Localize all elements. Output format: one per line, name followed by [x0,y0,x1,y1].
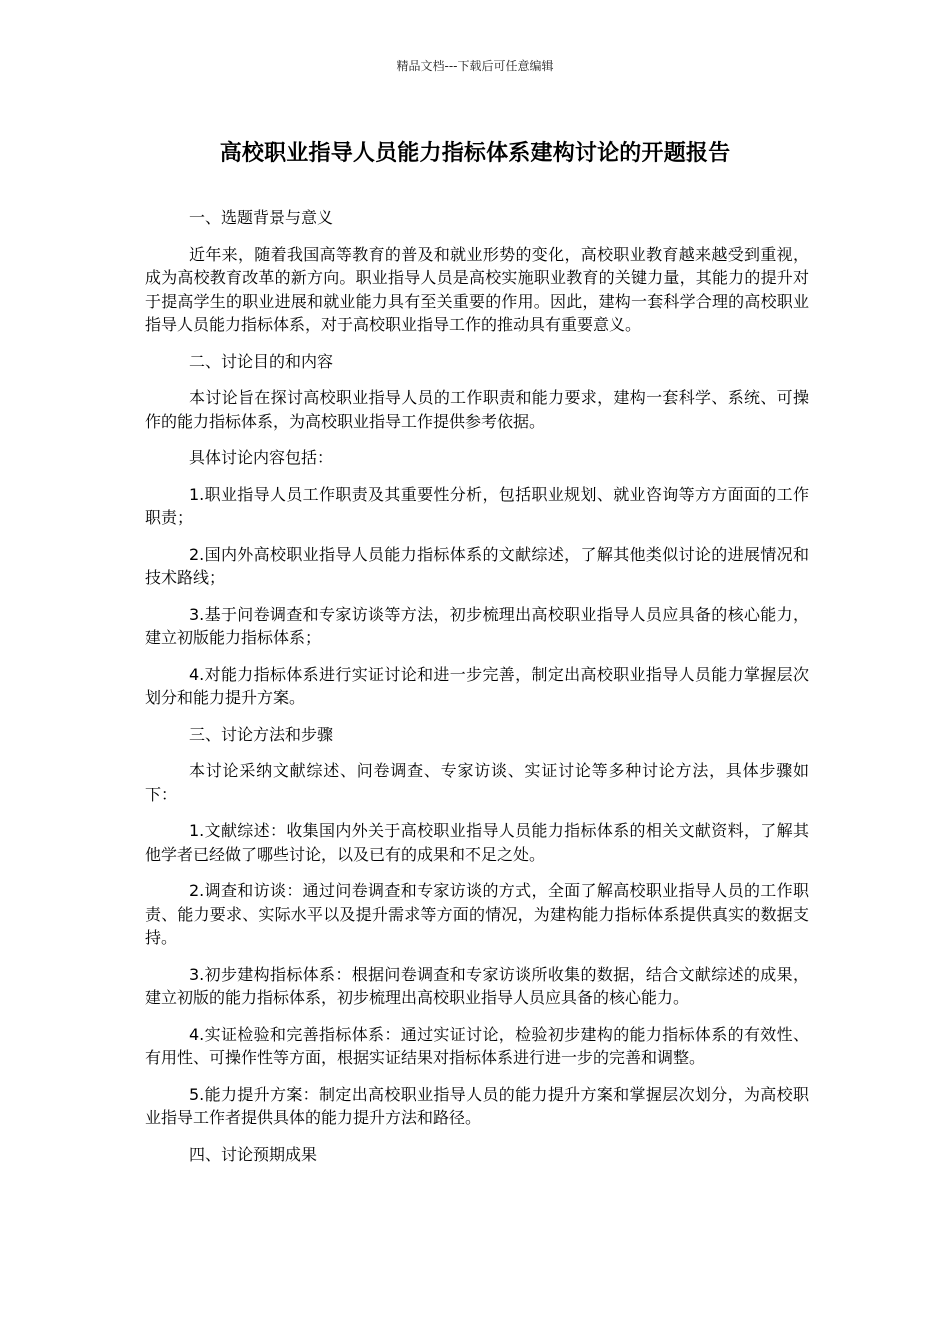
document-body [145,206,809,1179]
list-item-step-1: 1.文献综述：收集国内外关于高校职业指导人员能力指标体系的相关文献资料，了解其他学者已经做了哪些讨论，以及已有的成果和不足之处。 [145,821,809,864]
list-item-content-1: 1.职业指导人员工作职责及其重要性分析，包括职业规划、就业咨询等方方面面的工作职责； [145,484,809,527]
paragraph-content-intro: 具体讨论内容包括： [189,448,334,467]
list-item-step-3: 3.初步建构指标体系：根据问卷调查和专家访谈所收集的数据，结合文献综述的成果，建立初版的能力指标体系，初步梳理出高校职业指导人员应具备的核心能力。 [145,964,809,1007]
section-heading-purpose: 二、讨论目的和内容 [189,351,334,371]
section-heading-outcomes: 四、讨论预期成果 [189,1144,318,1164]
page-header: 精品文档---下载后可任意编辑 [396,59,554,73]
paragraph-purpose: 本讨论旨在探讨高校职业指导人员的工作职责和能力要求，建构一套科学、系统、可操作的能力指标体系，为高校职业指导工作提供参考依据。 [145,388,809,431]
document-title: 高校职业指导人员能力指标体系建构讨论的开题报告 [219,141,731,166]
paragraph-methods-intro: 本讨论采纳文献综述、问卷调查、专家访谈、实证讨论等多种讨论方法，具体步骤如下： [145,761,809,804]
list-item-step-2: 2.调查和访谈：通过问卷调查和专家访谈的方式，全面了解高校职业指导人员的工作职责、能力要求、实际水平以及提升需求等方面的情况，为建构能力指标体系提供真实的数据支持。 [145,881,809,947]
list-item-content-3: 3.基于问卷调查和专家访谈等方法，初步梳理出高校职业指导人员应具备的核心能力，建立初版能力指标体系； [145,604,809,647]
list-item-content-4: 4.对能力指标体系进行实证讨论和进一步完善，制定出高校职业指导人员能力掌握层次划分和能力提升方案。 [145,664,809,707]
section-heading-background: 一、选题背景与意义 [189,208,334,227]
section-heading-methods: 三、讨论方法和步骤 [189,724,334,744]
list-item-content-2: 2.国内外高校职业指导人员能力指标体系的文献综述，了解其他类似讨论的进展情况和技术路线； [145,544,809,587]
list-item-step-5: 5.能力提升方案：制定出高校职业指导人员的能力提升方案和掌握层次划分，为高校职业指导工作者提供具体的能力提升方法和路径。 [145,1084,809,1127]
list-item-step-4: 4.实证检验和完善指标体系：通过实证讨论，检验初步建构的能力指标体系的有效性、有用性、可操作性等方面，根据实证结果对指标体系进行进一步的完善和调整。 [145,1024,809,1067]
paragraph-background: 近年来，随着我国高等教育的普及和就业形势的变化，高校职业教育越来越受到重视，成为高校教育改革的新方向。职业指导人员是高校实施职业教育的关键力量，其能力的提升对于提高学生的职业进展和就业能力具有至关重要的作用。因此，建构一套科学合理的高校职业指导人员能力指标体系，对于高校职业指导工作的推动具有重要意义。 [145,244,809,334]
